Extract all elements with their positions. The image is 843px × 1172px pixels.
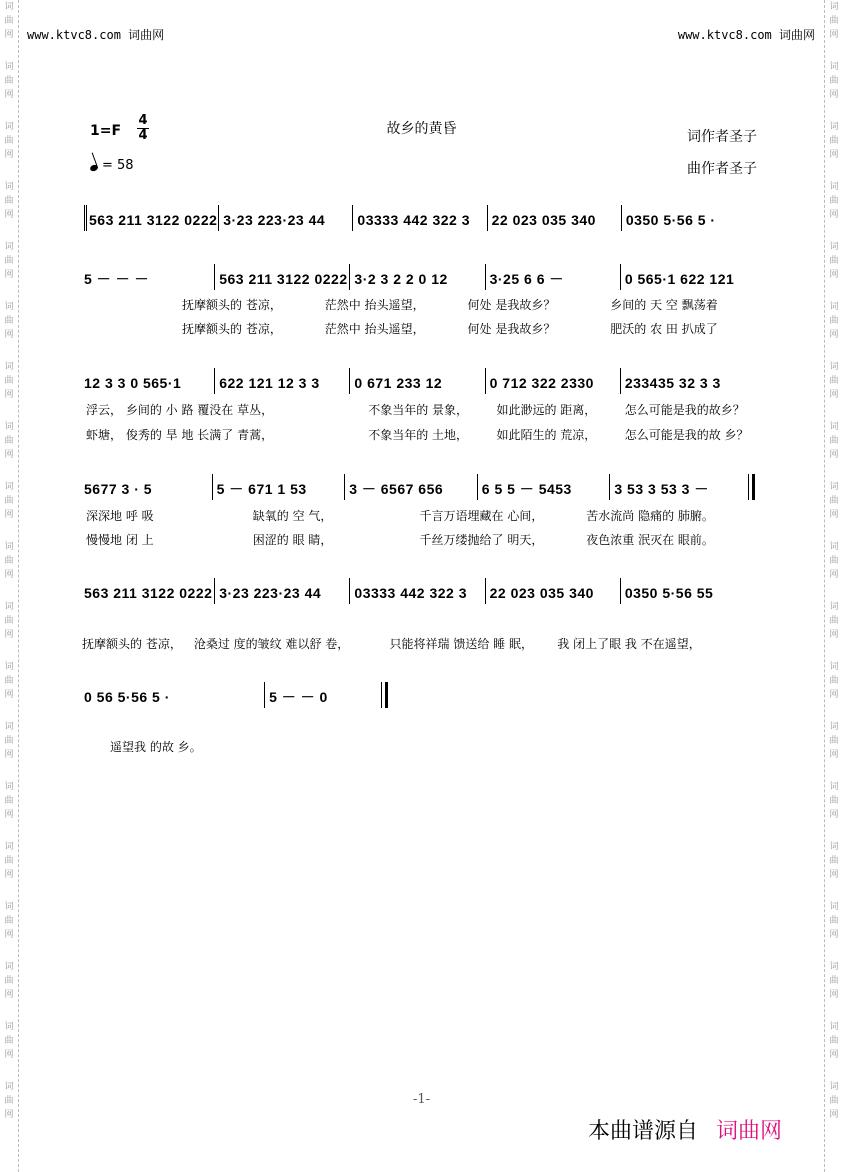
lyric-phrase: 沧桑过 度的皱纹 难以舒 卷， — [193, 637, 350, 651]
lyric-phrase: 茫然中 抬头遥望， — [324, 298, 425, 312]
source-label: 本曲谱源自 — [588, 1119, 699, 1144]
header-site-right[interactable]: www.ktvc8.com 词曲网 — [677, 28, 815, 42]
lyric-phrase: 抚摩额头的 苍凉， — [82, 637, 182, 651]
watermark-text: 词曲网 — [829, 482, 839, 520]
lyric-phrase: 不象当年的 土地， — [368, 428, 469, 442]
measure: 622 121 12 3 3 — [214, 368, 349, 394]
watermark-text: 词曲网 — [4, 182, 14, 220]
measure: 0 712 322 2330 — [485, 368, 620, 394]
lyric-phrase: 抚摩额头的 苍凉， — [182, 322, 282, 336]
watermark-text: 词曲网 — [829, 962, 839, 1000]
measure: 3 － 6567 656 — [344, 474, 477, 500]
measure: 22 023 035 340 — [485, 578, 620, 604]
lyric-phrase: 如此渺远的 距离， — [496, 403, 597, 417]
lyric-phrase: 浮云， 乡间的 小 路 覆没在 草丛， — [86, 403, 274, 417]
lyric-phrase: 茫然中 抬头遥望， — [324, 322, 425, 336]
lyric-phrase: 乡间的 天 空 飘荡着 — [610, 298, 718, 312]
left-watermark-strip — [0, 0, 19, 1172]
watermark-text: 词曲网 — [4, 122, 14, 160]
lyrics-line-7 — [110, 738, 753, 755]
measure: 0 671 233 12 — [349, 368, 484, 394]
watermark-text: 词曲网 — [829, 1082, 839, 1120]
measure: 6 5 5 － 5453 — [477, 474, 610, 500]
measure: 3·23 223·23 44 — [218, 205, 352, 231]
lyric-phrase: 遥望我 的故 乡。 — [110, 740, 202, 754]
watermark-text: 词曲网 — [829, 422, 839, 460]
key-signature: 1=F — [90, 123, 122, 139]
watermark-text: 词曲网 — [829, 1022, 839, 1060]
staff-line-6 — [84, 682, 388, 708]
measure: 5677 3 · 5 — [84, 481, 153, 497]
lyric-phrase: 困涩的 眼 睛， — [252, 533, 333, 547]
staff-line-5 — [84, 578, 755, 604]
watermark-text: 词曲网 — [829, 62, 839, 100]
watermark-text: 词曲网 — [4, 962, 14, 1000]
measure: 563 211 3122 0222 — [89, 212, 218, 228]
watermark-text: 词曲网 — [829, 302, 839, 340]
watermark-text: 词曲网 — [829, 2, 839, 40]
repeat-barline — [748, 474, 755, 500]
watermark-text: 词曲网 — [4, 422, 14, 460]
watermark-text: 词曲网 — [4, 242, 14, 280]
watermark-text: 词曲网 — [829, 542, 839, 580]
lyric-phrase: 虾塘， 俊秀的 旱 地 长满了 青蒿， — [86, 428, 274, 442]
measure: 563 211 3122 0222 — [84, 585, 213, 601]
measure: 12 3 3 0 565·1 — [84, 375, 182, 391]
watermark-text: 词曲网 — [829, 842, 839, 880]
measure: 563 211 3122 0222 — [214, 264, 349, 290]
measure: 0 56 5·56 5 · — [84, 689, 170, 705]
measure: 5 － 671 1 53 — [212, 474, 345, 500]
watermark-text: 词曲网 — [829, 362, 839, 400]
lyric-phrase: 只能将祥瑞 馈送给 睡 眠， — [389, 637, 533, 651]
right-watermark-strip — [824, 0, 843, 1172]
lyric-phrase: 何处 是我故乡？ — [467, 298, 556, 312]
watermark-text: 词曲网 — [829, 902, 839, 940]
measure: 3 53 3 53 3 － — [609, 474, 742, 500]
watermark-text: 词曲网 — [4, 782, 14, 820]
quarter-note-icon — [89, 164, 99, 172]
lyric-phrase: 抚摩额头的 苍凉， — [182, 298, 282, 312]
watermark-text: 词曲网 — [4, 902, 14, 940]
page-number: -1- — [412, 1092, 431, 1107]
watermark-text: 词曲网 — [4, 362, 14, 400]
lyric-phrase: 苦水流尚 隐痛的 肺腑。 — [586, 509, 714, 523]
lyric-phrase: 怎么可能是我的故 乡？ — [624, 428, 749, 442]
composer-credit: 曲作者圣子 — [687, 161, 757, 177]
staff-line-2 — [84, 264, 755, 290]
staff-line-4 — [84, 474, 755, 500]
measure: 5 － － 0 — [264, 682, 375, 708]
tempo-value: = 58 — [102, 158, 134, 173]
watermark-text: 词曲网 — [4, 842, 14, 880]
measure: 233435 32 3 3 — [620, 368, 755, 394]
lyric-phrase: 缺氧的 空 气， — [252, 509, 333, 523]
measure: 3·2 3 2 2 0 12 — [349, 264, 484, 290]
measure: 03333 442 322 3 — [352, 205, 486, 231]
measure: 0350 5·56 5 · — [621, 205, 755, 231]
lyric-phrase: 我 闭上了眼 我 不在遥望， — [557, 637, 701, 651]
staff-line-1 — [84, 205, 755, 231]
watermark-text: 词曲网 — [4, 662, 14, 700]
song-title: 故乡的黄昏 — [386, 121, 457, 137]
staff-line-3 — [84, 368, 755, 394]
time-signature — [137, 114, 149, 143]
lyrics-verse-2b — [86, 426, 753, 443]
time-signature-top: 4 — [138, 113, 148, 128]
lyrics-verse-1c — [86, 507, 753, 524]
measure: 3·23 223·23 44 — [214, 578, 349, 604]
lyric-phrase: 夜色浓重 泯灭在 眼前。 — [586, 533, 714, 547]
watermark-text: 词曲网 — [829, 602, 839, 640]
measure: 22 023 035 340 — [487, 205, 621, 231]
final-barline — [381, 682, 388, 708]
lyric-phrase: 千丝万缕抛给了 明天， — [419, 533, 544, 547]
measure: 0350 5·56 55 — [620, 578, 755, 604]
time-signature-bottom: 4 — [138, 128, 148, 143]
watermark-text: 词曲网 — [829, 122, 839, 160]
measure: 3·25 6 6 － — [485, 264, 620, 290]
tempo-marking — [90, 158, 134, 173]
measure: 5 － － － — [84, 271, 149, 287]
watermark-text: 词曲网 — [4, 2, 14, 40]
lyrics-verse-1b — [86, 401, 753, 418]
watermark-text: 词曲网 — [4, 1022, 14, 1060]
lyric-phrase: 肥沃的 农 田 扒成了 — [610, 322, 718, 336]
watermark-text: 词曲网 — [4, 62, 14, 100]
lyric-phrase: 深深地 呼 吸 — [86, 509, 154, 523]
lyrics-verse-1a — [182, 296, 753, 313]
lyrics-verse-2c — [86, 531, 753, 548]
lyric-phrase: 怎么可能是我的故乡？ — [624, 403, 745, 417]
lyrics-verse-2a — [182, 320, 753, 337]
measure: 0 565·1 622 121 — [620, 264, 755, 290]
watermark-text: 词曲网 — [4, 302, 14, 340]
lyric-phrase: 千言万语埋藏在 心间， — [419, 509, 544, 523]
lyric-phrase: 慢慢地 闭 上 — [86, 533, 154, 547]
watermark-text: 词曲网 — [4, 602, 14, 640]
watermark-text: 词曲网 — [4, 482, 14, 520]
watermark-text: 词曲网 — [829, 782, 839, 820]
watermark-text: 词曲网 — [829, 662, 839, 700]
watermark-text: 词曲网 — [4, 542, 14, 580]
source-brand-link[interactable]: 词曲网 — [716, 1119, 783, 1144]
lyric-phrase: 不象当年的 景象， — [368, 403, 469, 417]
lyric-phrase: 何处 是我故乡？ — [467, 322, 556, 336]
watermark-text: 词曲网 — [829, 182, 839, 220]
watermark-text: 词曲网 — [829, 722, 839, 760]
header-site-left[interactable]: www.ktvc8.com 词曲网 — [27, 28, 165, 42]
watermark-text: 词曲网 — [829, 242, 839, 280]
source-credit — [588, 1114, 782, 1145]
lyricist-credit: 词作者圣子 — [687, 129, 757, 145]
watermark-text: 词曲网 — [4, 1082, 14, 1120]
watermark-text: 词曲网 — [4, 722, 14, 760]
lyrics-line-6 — [82, 635, 753, 652]
lyric-phrase: 如此陌生的 荒凉， — [496, 428, 597, 442]
measure: 03333 442 322 3 — [349, 578, 484, 604]
